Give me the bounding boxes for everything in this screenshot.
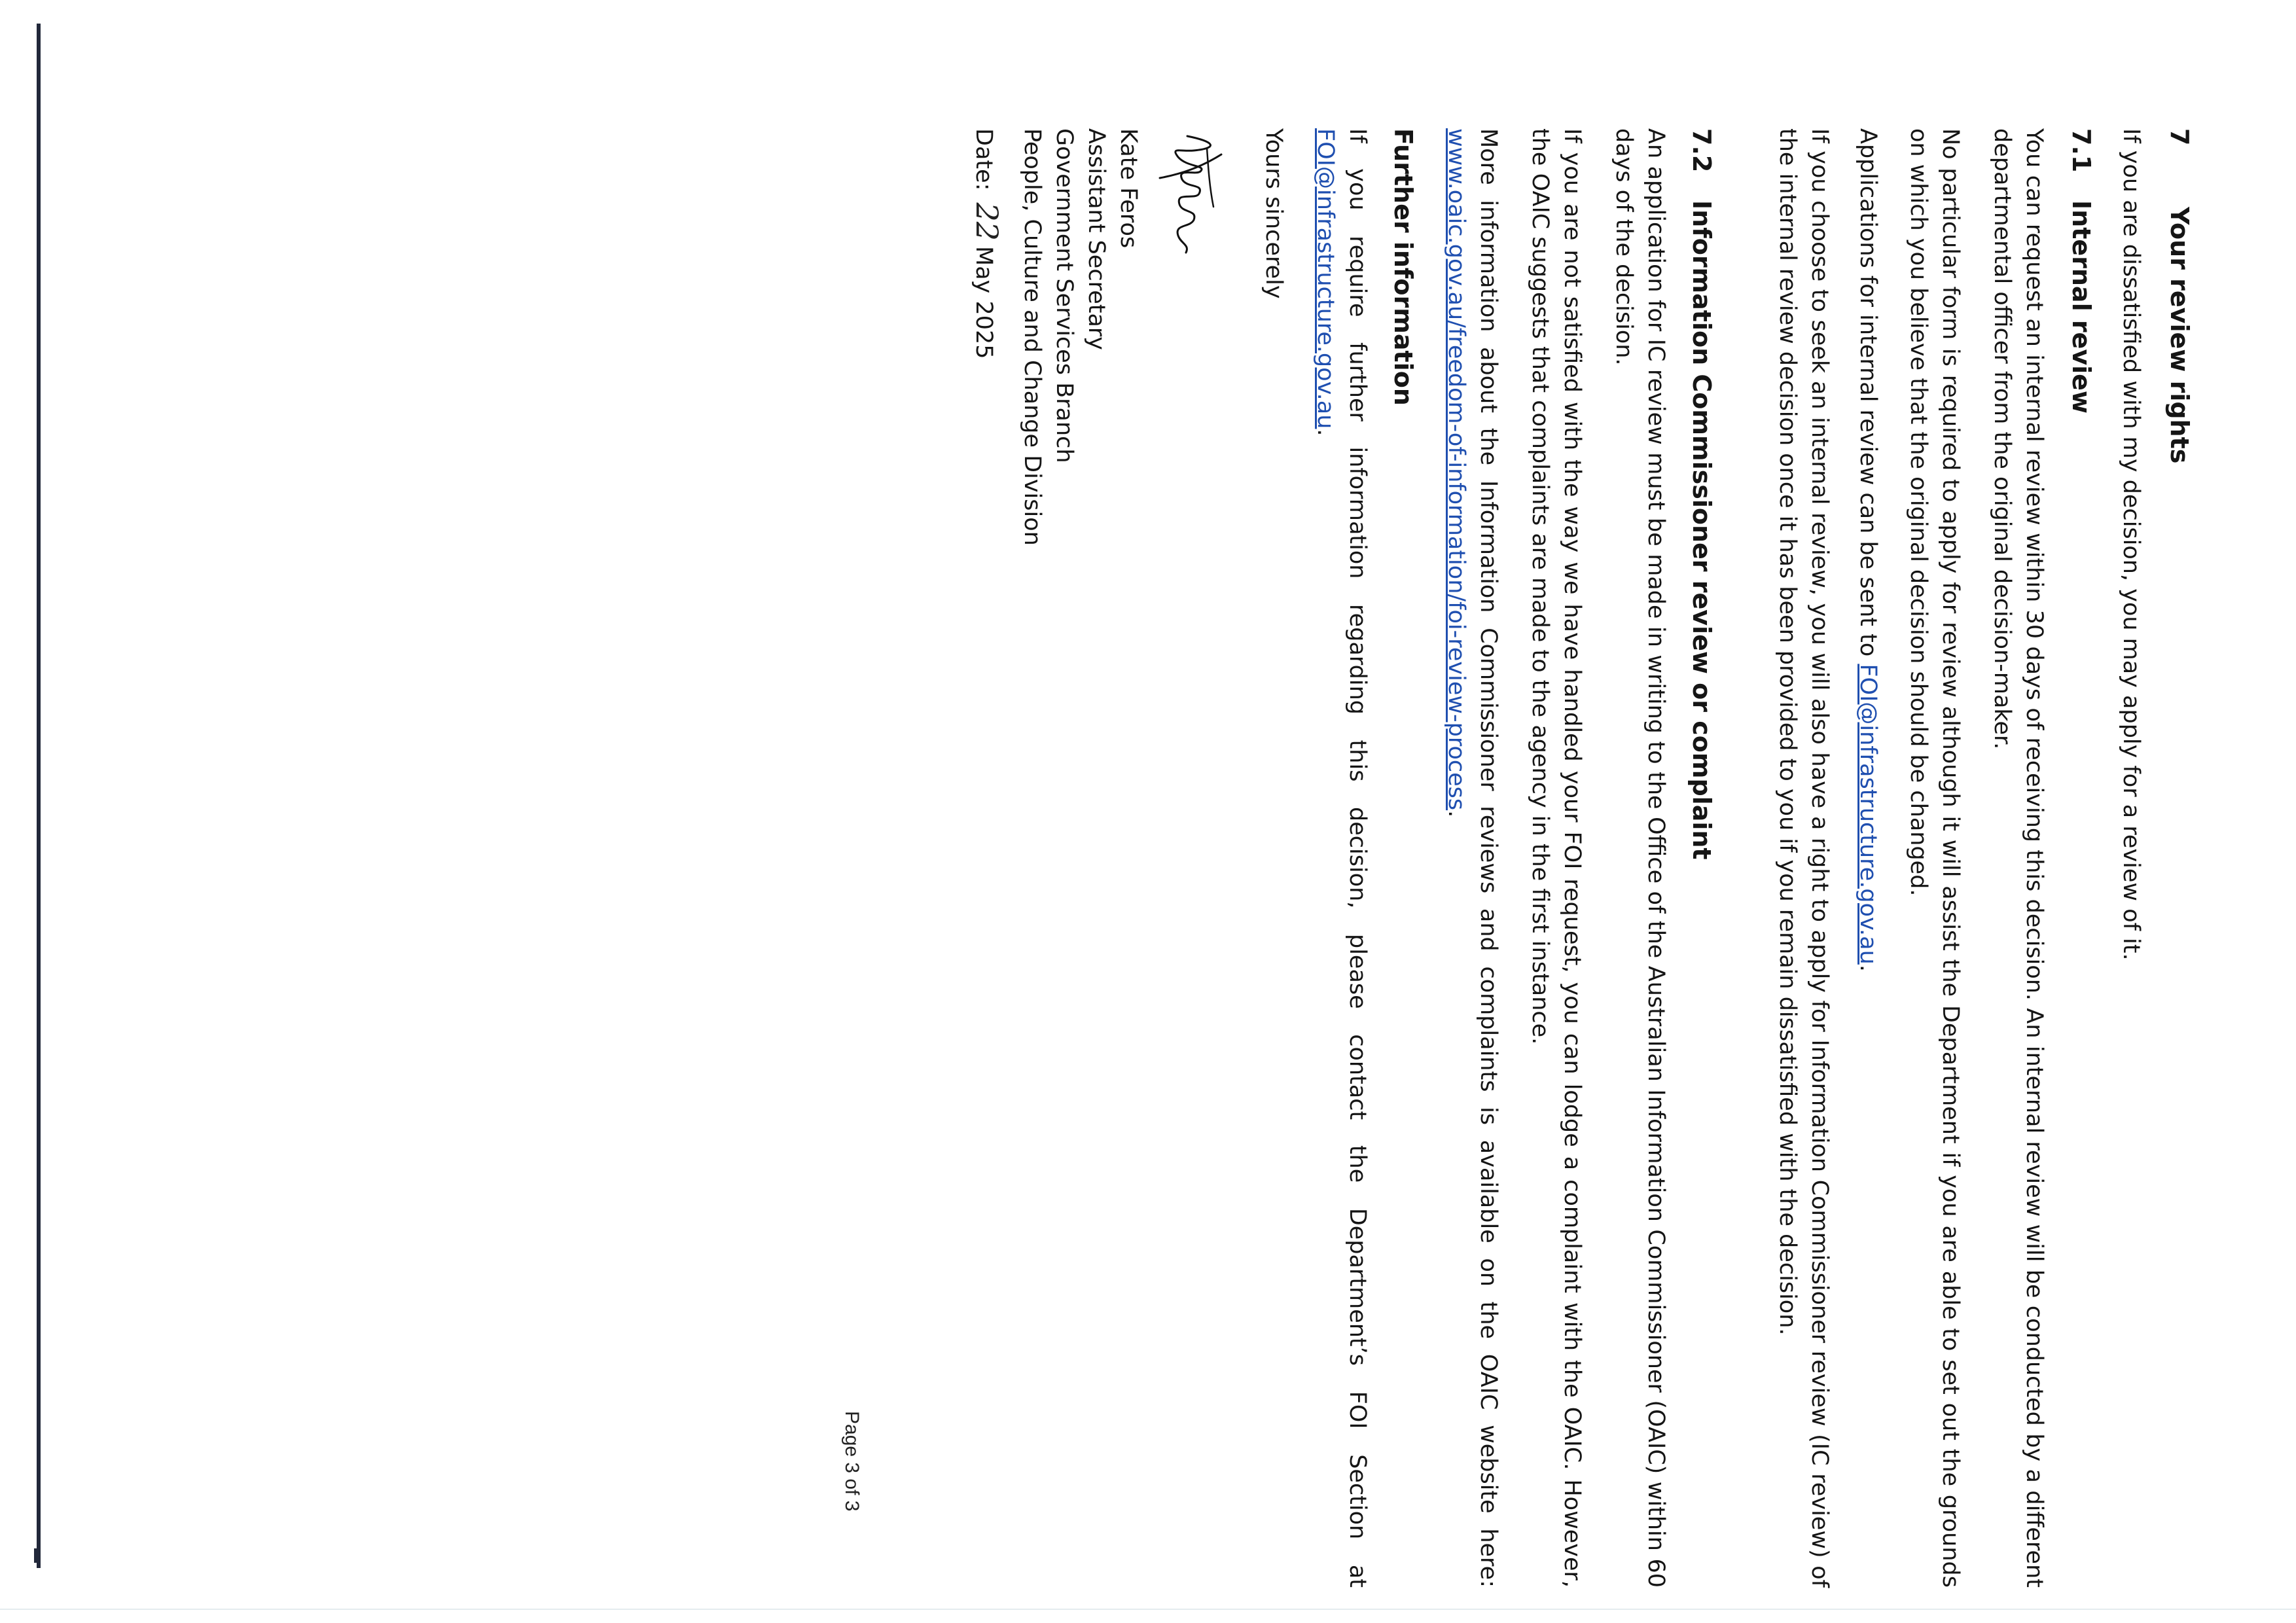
signatory-branch: Government Services Branch (1051, 128, 1077, 463)
internal-review-text: Applications for internal review can be sent to (1855, 128, 1881, 664)
section-7-heading (2163, 128, 2195, 463)
date-label: Date: (971, 128, 997, 191)
section-7-2-number: 7.2 (1687, 128, 1716, 173)
further-info-period: . (1312, 429, 1338, 437)
scan-edge-line (37, 24, 41, 1568)
section-7-2-title: Information Commissioner review or complaint (1687, 200, 1716, 860)
oaic-review-process-link[interactable]: www.oaic.gov.au/freedom-of-information/foi-review-process (1443, 128, 1469, 811)
section-7-number: 7 (2165, 128, 2194, 146)
section-7-2-heading (1685, 128, 1717, 860)
scan-bottom-rule (0, 1609, 2296, 1610)
oaic-info-text: More information about the Information Commissioner reviews and complaints is available on the OAIC website here: (1475, 128, 1501, 1588)
internal-review-email-link[interactable]: FOI@infrastructure.gov.au (1855, 664, 1881, 965)
foi-section-email-link[interactable]: FOI@infrastructure.gov.au (1312, 128, 1338, 429)
signatory-name: Kate Feros (1115, 128, 1141, 249)
section-7-1-title: Internal review (2067, 200, 2096, 414)
date-line (967, 128, 1003, 359)
signatory-position: Assistant Secretary (1083, 128, 1109, 350)
salutation: Yours sincerely (1261, 128, 1287, 299)
section-7-2-paragraph-2: If you are not satisfied with the way we have handled your FOI request, you can lodge a complaint with the OAIC. However, the OAIC suggests that complaints are made to the agency in the first instance. (1527, 128, 1585, 1588)
date-day-handwritten: 22 (969, 202, 1005, 241)
section-7-intro: If you are dissatisfied with my decision, you may apply for a review of it. (2118, 128, 2144, 961)
further-information-heading: Further information (1389, 128, 1418, 406)
page-number: Page 3 of 3 (841, 1411, 863, 1512)
section-7-title: Your review rights (2165, 207, 2194, 464)
signatory-block (1016, 128, 1144, 546)
scan-edge-tick (34, 1548, 37, 1563)
section-7-2-paragraph-3 (1440, 128, 1504, 1588)
section-7-1-paragraph-4: If you choose to seek an internal review, you will also have a right to apply for Information Commissioner review (IC review) of the internal review decision once it has been provided to you if you remain dissatisfied with the decision. (1774, 128, 1833, 1588)
section-7-1-number: 7.1 (2067, 128, 2096, 173)
section-7-1-paragraph-1: You can request an internal review within 30 days of receiving this decision. An internal review will be conducted by a different departmental officer from the original decision-maker. (1989, 128, 2047, 1588)
date-value (967, 202, 1003, 359)
handwritten-signature-image (1155, 128, 1233, 259)
oaic-info-period: . (1443, 810, 1469, 818)
signatory-division: People, Culture and Change Division (1019, 128, 1045, 546)
section-7-1-heading (2065, 128, 2097, 414)
section-7-2-paragraph-1: An application for IC review must be made in writing to the Office of the Australian Information Commissioner (OAIC) within 60 days of the decision. (1611, 128, 1669, 1588)
further-information-paragraph (1309, 128, 1373, 1588)
date-month-year: May 2025 (971, 246, 997, 359)
rotated-letter-page (572, 128, 2195, 1588)
signature (1145, 128, 1233, 259)
internal-review-period: . (1855, 964, 1881, 972)
section-7-1-paragraph-2: No particular form is required to apply for review although it will assist the Department if you are able to set out the grounds on which you believe that the original decision should be changed. (1905, 128, 1964, 1588)
further-info-text: If you require further information regarding this decision, please contact the Department’s FOI Section at (1344, 128, 1371, 1588)
section-7-1-paragraph-3 (1852, 128, 1884, 972)
